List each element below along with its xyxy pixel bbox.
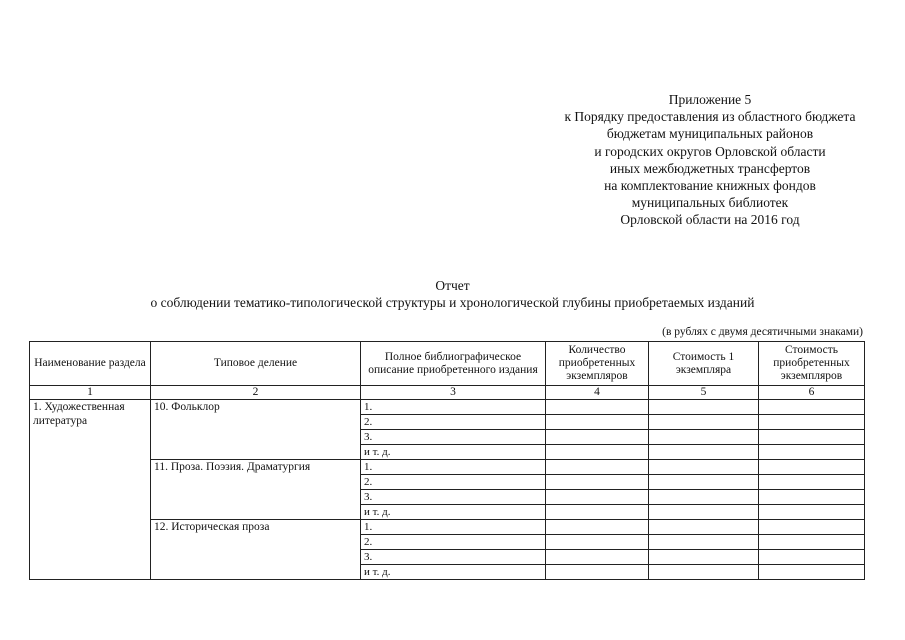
report-subtitle: о соблюдении тематико-типологической структуры и хронологической глубины приобретаемых изданий xyxy=(150,295,755,310)
empty-cell xyxy=(759,535,865,550)
empty-cell xyxy=(759,445,865,460)
appendix-line: иных межбюджетных трансфертов xyxy=(609,160,811,176)
empty-cell xyxy=(759,565,865,580)
empty-cell xyxy=(546,550,649,565)
report-table xyxy=(29,341,865,580)
item-cell: и т. д. xyxy=(361,445,546,460)
column-number: 4 xyxy=(546,386,649,400)
empty-cell xyxy=(759,505,865,520)
empty-cell xyxy=(546,430,649,445)
item-cell: и т. д. xyxy=(361,565,546,580)
empty-cell xyxy=(759,430,865,445)
appendix-line: Приложение 5 xyxy=(668,92,752,107)
empty-cell xyxy=(649,520,759,535)
item-cell: 2. xyxy=(361,535,546,550)
empty-cell xyxy=(649,505,759,520)
empty-cell xyxy=(546,490,649,505)
appendix-line: на комплектование книжных фондов xyxy=(604,178,816,194)
units-note: (в рублях с двумя десятичными знаками) xyxy=(662,326,863,338)
item-cell: 1. xyxy=(361,520,546,535)
empty-cell xyxy=(546,520,649,535)
empty-cell xyxy=(649,430,759,445)
item-cell: 2. xyxy=(361,415,546,430)
table-row xyxy=(30,400,865,415)
item-cell: 2. xyxy=(361,475,546,490)
type-division-cell: 10. Фольклор xyxy=(151,400,361,460)
empty-cell xyxy=(546,535,649,550)
empty-cell xyxy=(649,415,759,430)
type-division-cell: 12. Историческая проза xyxy=(151,520,361,580)
appendix-line: к Порядку предоставления из областного бюджета xyxy=(564,109,856,125)
empty-cell xyxy=(759,490,865,505)
item-cell: 1. xyxy=(361,460,546,475)
item-cell: 3. xyxy=(361,430,546,445)
item-cell: 3. xyxy=(361,550,546,565)
empty-cell xyxy=(649,490,759,505)
empty-cell xyxy=(649,445,759,460)
table-row xyxy=(30,520,865,535)
empty-cell xyxy=(649,400,759,415)
table-header-row xyxy=(30,342,865,386)
empty-cell xyxy=(546,505,649,520)
column-numbers-row xyxy=(30,386,865,400)
empty-cell xyxy=(546,475,649,490)
empty-cell xyxy=(759,415,865,430)
table-row xyxy=(30,460,865,475)
item-cell: 1. xyxy=(361,400,546,415)
empty-cell xyxy=(759,550,865,565)
appendix-line: Орловской области на 2016 год xyxy=(620,212,800,228)
empty-cell xyxy=(759,475,865,490)
empty-cell xyxy=(649,460,759,475)
empty-cell xyxy=(759,400,865,415)
header-type-division: Типовое деление xyxy=(151,342,361,386)
header-unit-cost: Стоимость 1 экземпляра xyxy=(649,342,759,386)
report-title: Отчет xyxy=(435,278,470,293)
empty-cell xyxy=(649,475,759,490)
header-total-cost: Стоимость приобретенных экземпляров xyxy=(759,342,865,386)
empty-cell xyxy=(546,460,649,475)
appendix-block xyxy=(540,91,880,229)
empty-cell xyxy=(649,550,759,565)
section-cell: 1. Художественная литература xyxy=(30,400,151,580)
column-number: 2 xyxy=(151,386,361,400)
appendix-line: бюджетам муниципальных районов xyxy=(606,126,814,142)
empty-cell xyxy=(649,535,759,550)
empty-cell xyxy=(546,415,649,430)
column-number: 3 xyxy=(361,386,546,400)
column-number: 6 xyxy=(759,386,865,400)
empty-cell xyxy=(546,445,649,460)
header-section-name: Наименование раздела xyxy=(30,342,151,386)
appendix-line: муниципальных библиотек xyxy=(631,195,789,211)
empty-cell xyxy=(759,460,865,475)
column-number: 1 xyxy=(30,386,151,400)
empty-cell xyxy=(759,520,865,535)
header-bibliographic-description: Полное библиографическое описание приобретенного издания xyxy=(361,342,546,386)
column-number: 5 xyxy=(649,386,759,400)
type-division-cell: 11. Проза. Поэзия. Драматургия xyxy=(151,460,361,520)
item-cell: 3. xyxy=(361,490,546,505)
empty-cell xyxy=(546,565,649,580)
header-copies-count: Количество приобретенных экземпляров xyxy=(546,342,649,386)
appendix-line: и городских округов Орловской области xyxy=(594,143,826,159)
empty-cell xyxy=(649,565,759,580)
item-cell: и т. д. xyxy=(361,505,546,520)
empty-cell xyxy=(546,400,649,415)
